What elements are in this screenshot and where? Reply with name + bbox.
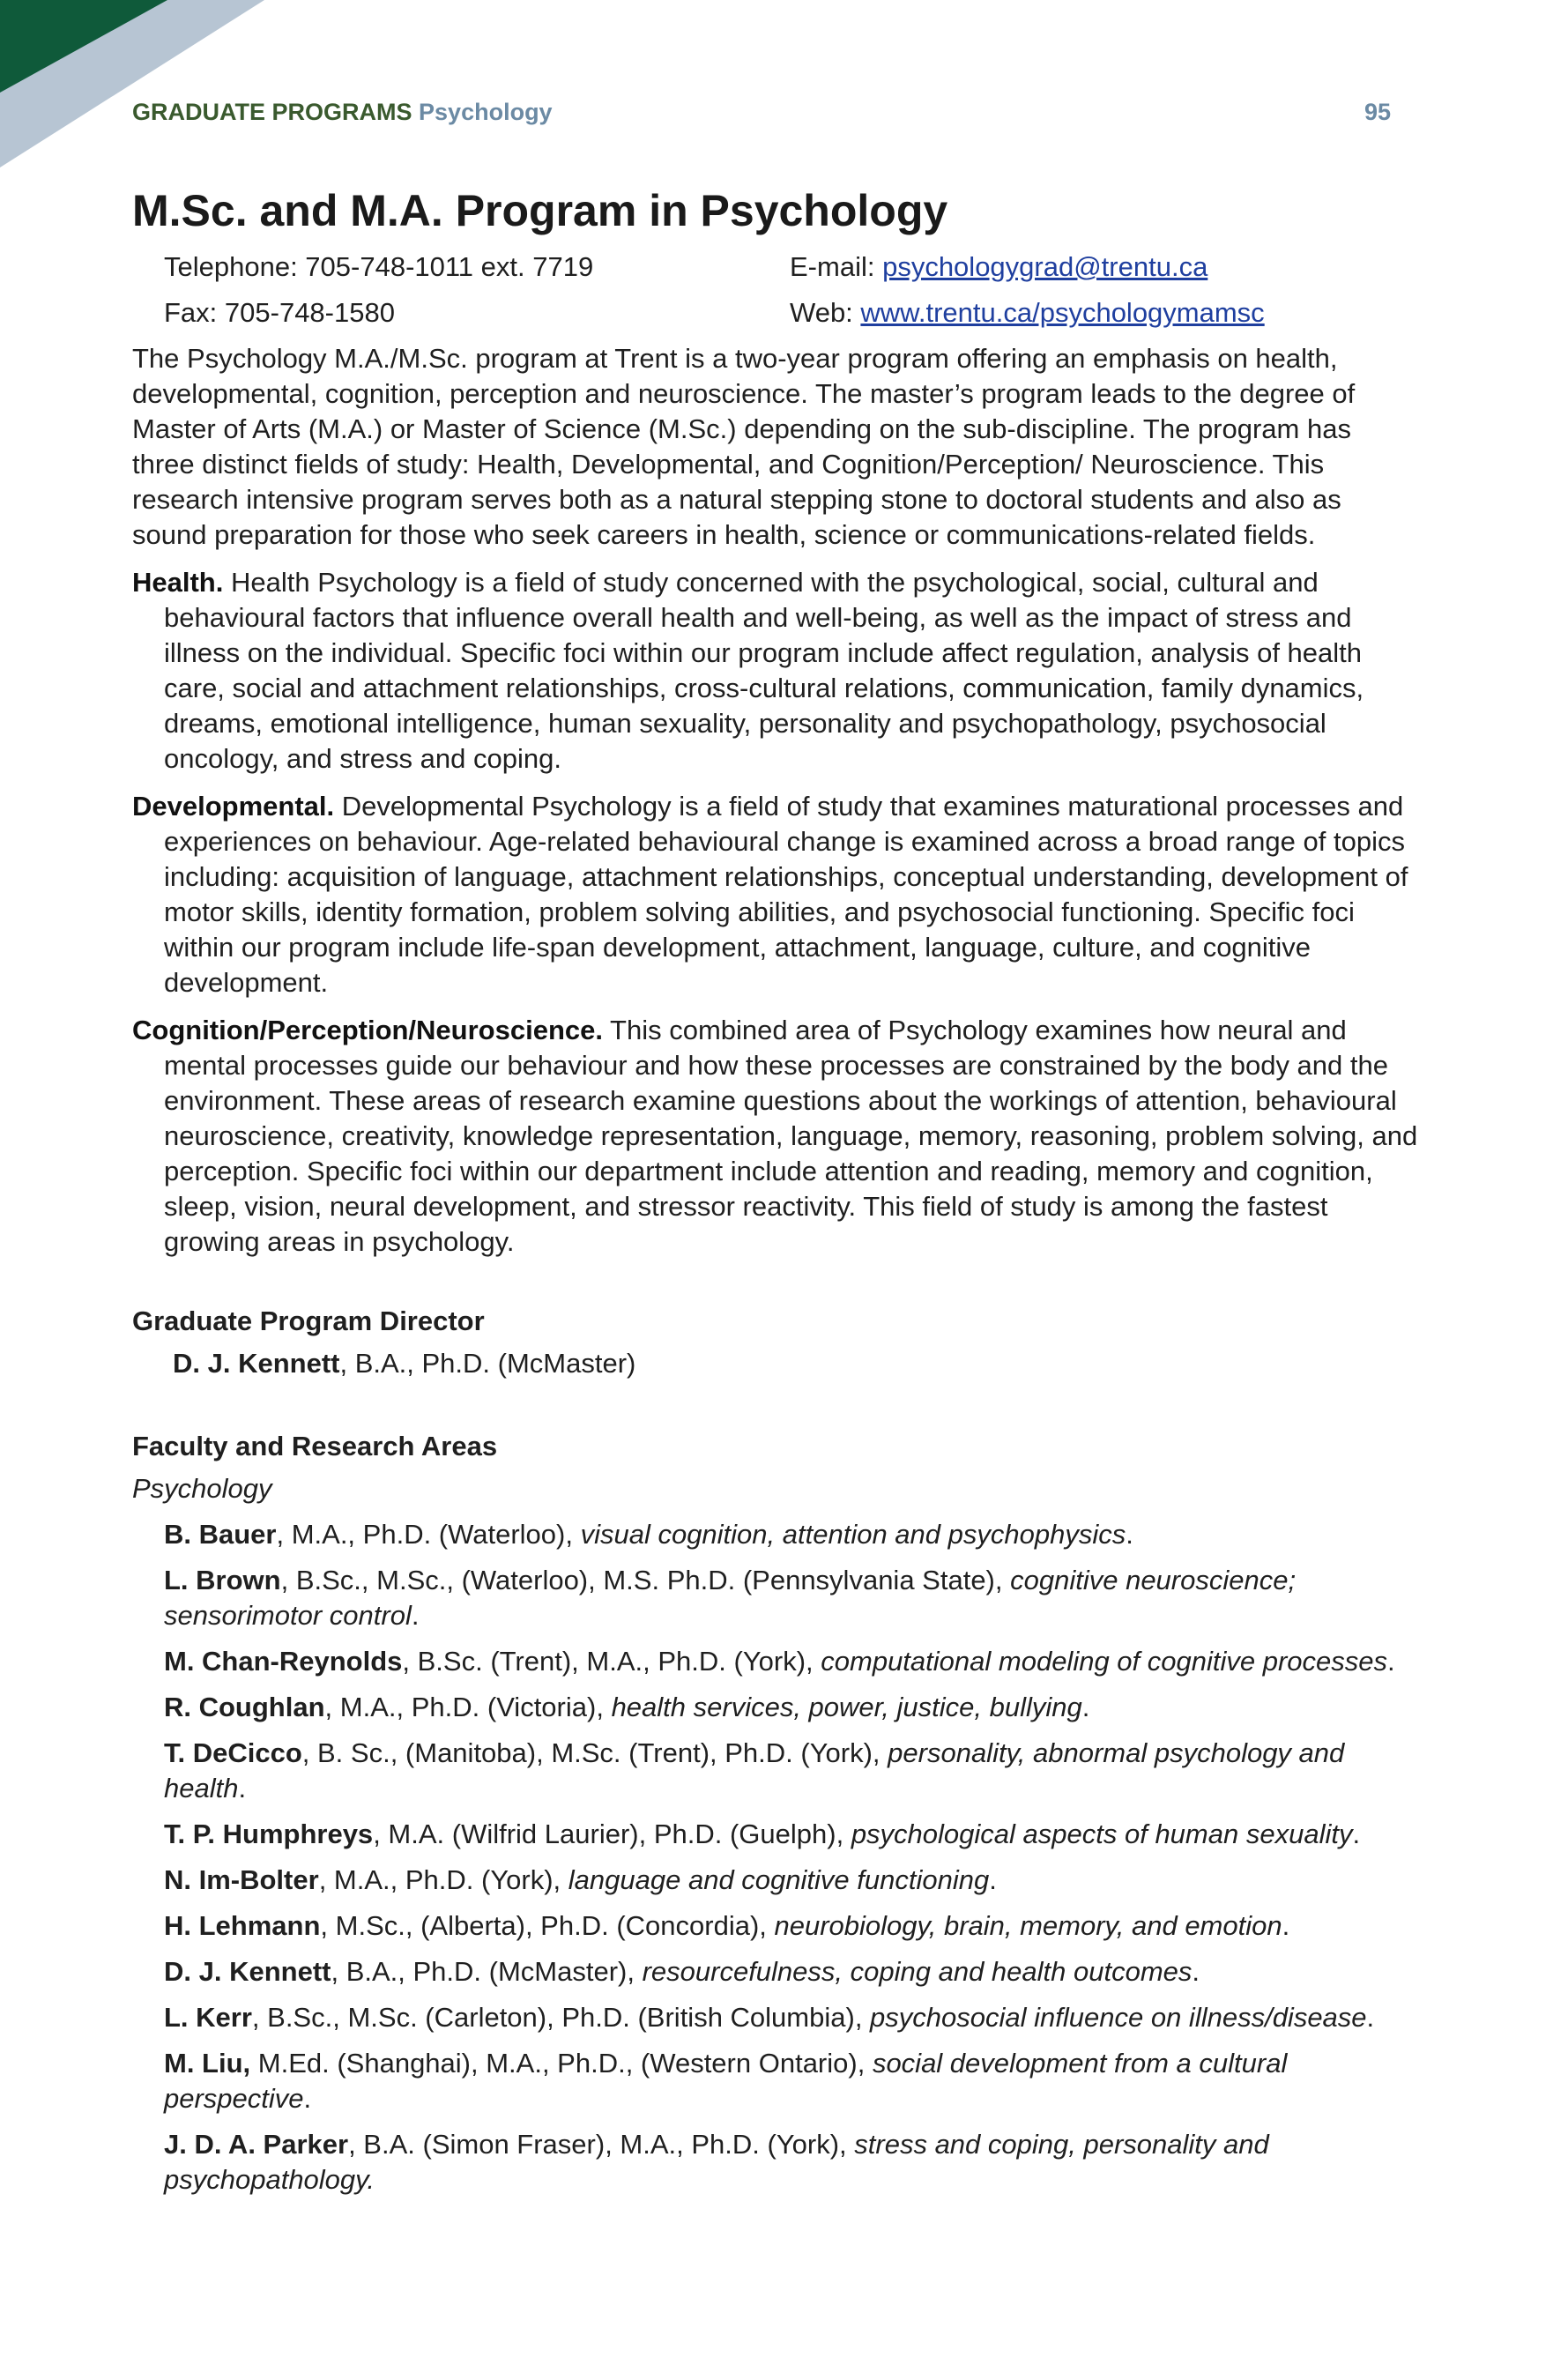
faculty-entry: L. Kerr, B.Sc., M.Sc. (Carleton), Ph.D. (British Columbia), psychosocial influence on illness/disease.: [164, 2002, 1375, 2033]
faculty-entry: B. Bauer, M.A., Ph.D. (Waterloo), visual cognition, attention and psychophysics.: [164, 1519, 1133, 1550]
faculty-list: [132, 1517, 1419, 2198]
director-entry: D. J. Kennett, B.A., Ph.D. (McMaster): [173, 1348, 636, 1379]
area-developmental: Developmental. Developmental Psychology is a field of study that examines maturational processes and experiences on behaviour. Age-related behavioural change is examined across a broad range of topics including: acquisition of language, attachment relationships, conceptual understanding, development of motor skills, identity formation, problem solving abilities, and psychosocial functioning. Specific foci within our program include life-span development, attachment, language, culture, and cognitive development.: [132, 791, 1408, 998]
faculty-entry: T. P. Humphreys, M.A. (Wilfrid Laurier), Ph.D. (Guelph), psychological aspects of human sexuality.: [164, 1818, 1361, 1849]
faculty-entry: J. D. A. Parker, B.A. (Simon Fraser), M.A., Ph.D. (York), stress and coping, personality and psychopathology.: [164, 2129, 1269, 2195]
corner-decoration: [0, 0, 264, 167]
faculty-entry: H. Lehmann, M.Sc., (Alberta), Ph.D. (Concordia), neurobiology, brain, memory, and emotion.: [164, 1910, 1290, 1941]
subject-label: Psychology: [419, 99, 553, 125]
area-health: Health. Health Psychology is a field of study concerned with the psychological, social, cultural and behavioural factors that influence overall health and well-being, as well as the impact of stress and illness on the individual. Specific foci within our program include affect regulation, analysis of health care, social and attachment relationships, cross-cultural relations, communication, family dynamics, dreams, emotional intelligence, human sexuality, personality and psychopathology, psychosocial oncology, and stress and coping.: [132, 567, 1364, 774]
email-link[interactable]: psychologygrad@trentu.ca: [882, 251, 1208, 282]
faculty-entry: D. J. Kennett, B.A., Ph.D. (McMaster), resourcefulness, coping and health outcomes.: [164, 1956, 1200, 1987]
area-cognition: Cognition/Perception/Neuroscience. This combined area of Psychology examines how neural and mental processes guide our behaviour and how these processes are constrained by the body and the environment. These areas of research examine questions about the workings of attention, behavioural neuroscience, creativity, knowledge representation, language, memory, reasoning, problem solving, and perception. Specific foci within our department include attention and reading, memory and cognition, sleep, vision, neural development, and stressor reactivity. This field of study is among the fastest growing areas in psychology.: [132, 1015, 1418, 1257]
email-line: E-mail: psychologygrad@trentu.ca: [790, 251, 1208, 282]
page-title: M.Sc. and M.A. Program in Psychology: [132, 186, 948, 235]
telephone: Telephone: 705-748-1011 ext. 7719: [164, 251, 594, 282]
faculty-heading: Faculty and Research Areas: [132, 1431, 498, 1461]
faculty-entry: L. Brown, B.Sc., M.Sc., (Waterloo), M.S. Ph.D. (Pennsylvania State), cognitive neuroscience; sensorimotor control.: [164, 1565, 1297, 1631]
running-header: [132, 99, 1391, 126]
faculty-entry: M. Chan-Reynolds, B.Sc. (Trent), M.A., Ph.D. (York), computational modeling of cognitive processes.: [164, 1646, 1395, 1677]
contact-block: [132, 251, 1419, 329]
faculty-entry: N. Im-Bolter, M.A., Ph.D. (York), language and cognitive functioning.: [164, 1864, 997, 1895]
web-link[interactable]: www.trentu.ca/psychologymamsc: [860, 297, 1265, 328]
director-heading: Graduate Program Director: [132, 1305, 485, 1336]
section-label: GRADUATE PROGRAMS: [132, 99, 412, 125]
discipline-label: Psychology: [132, 1473, 272, 1504]
intro-paragraph: The Psychology M.A./M.Sc. program at Trent is a two-year program offering an emphasis on health, developmental, cognition, perception and neuroscience. The master’s program leads to the degree of Master of Arts (M.A.) or Master of Science (M.Sc.) depending on the sub-discipline. The program has three distinct fields of study: Health, Developmental, and Cognition/Perception/ Neuroscience. This research intensive program serves both as a natural stepping stone to doctoral students and also as sound preparation for those who seek careers in health, science or communications-related fields.: [132, 343, 1356, 550]
page-number: 95: [1364, 99, 1391, 125]
page-content: [132, 187, 1419, 2208]
faculty-entry: T. DeCicco, B. Sc., (Manitoba), M.Sc. (Trent), Ph.D. (York), personality, abnormal psychology and health.: [164, 1737, 1345, 1804]
faculty-entry: R. Coughlan, M.A., Ph.D. (Victoria), health services, power, justice, bullying.: [164, 1692, 1090, 1722]
fax: Fax: 705-748-1580: [164, 297, 395, 328]
faculty-entry: M. Liu, M.Ed. (Shanghai), M.A., Ph.D., (Western Ontario), social development from a cultural perspective.: [164, 2048, 1288, 2114]
web-line: Web: www.trentu.ca/psychologymamsc: [790, 297, 1265, 328]
